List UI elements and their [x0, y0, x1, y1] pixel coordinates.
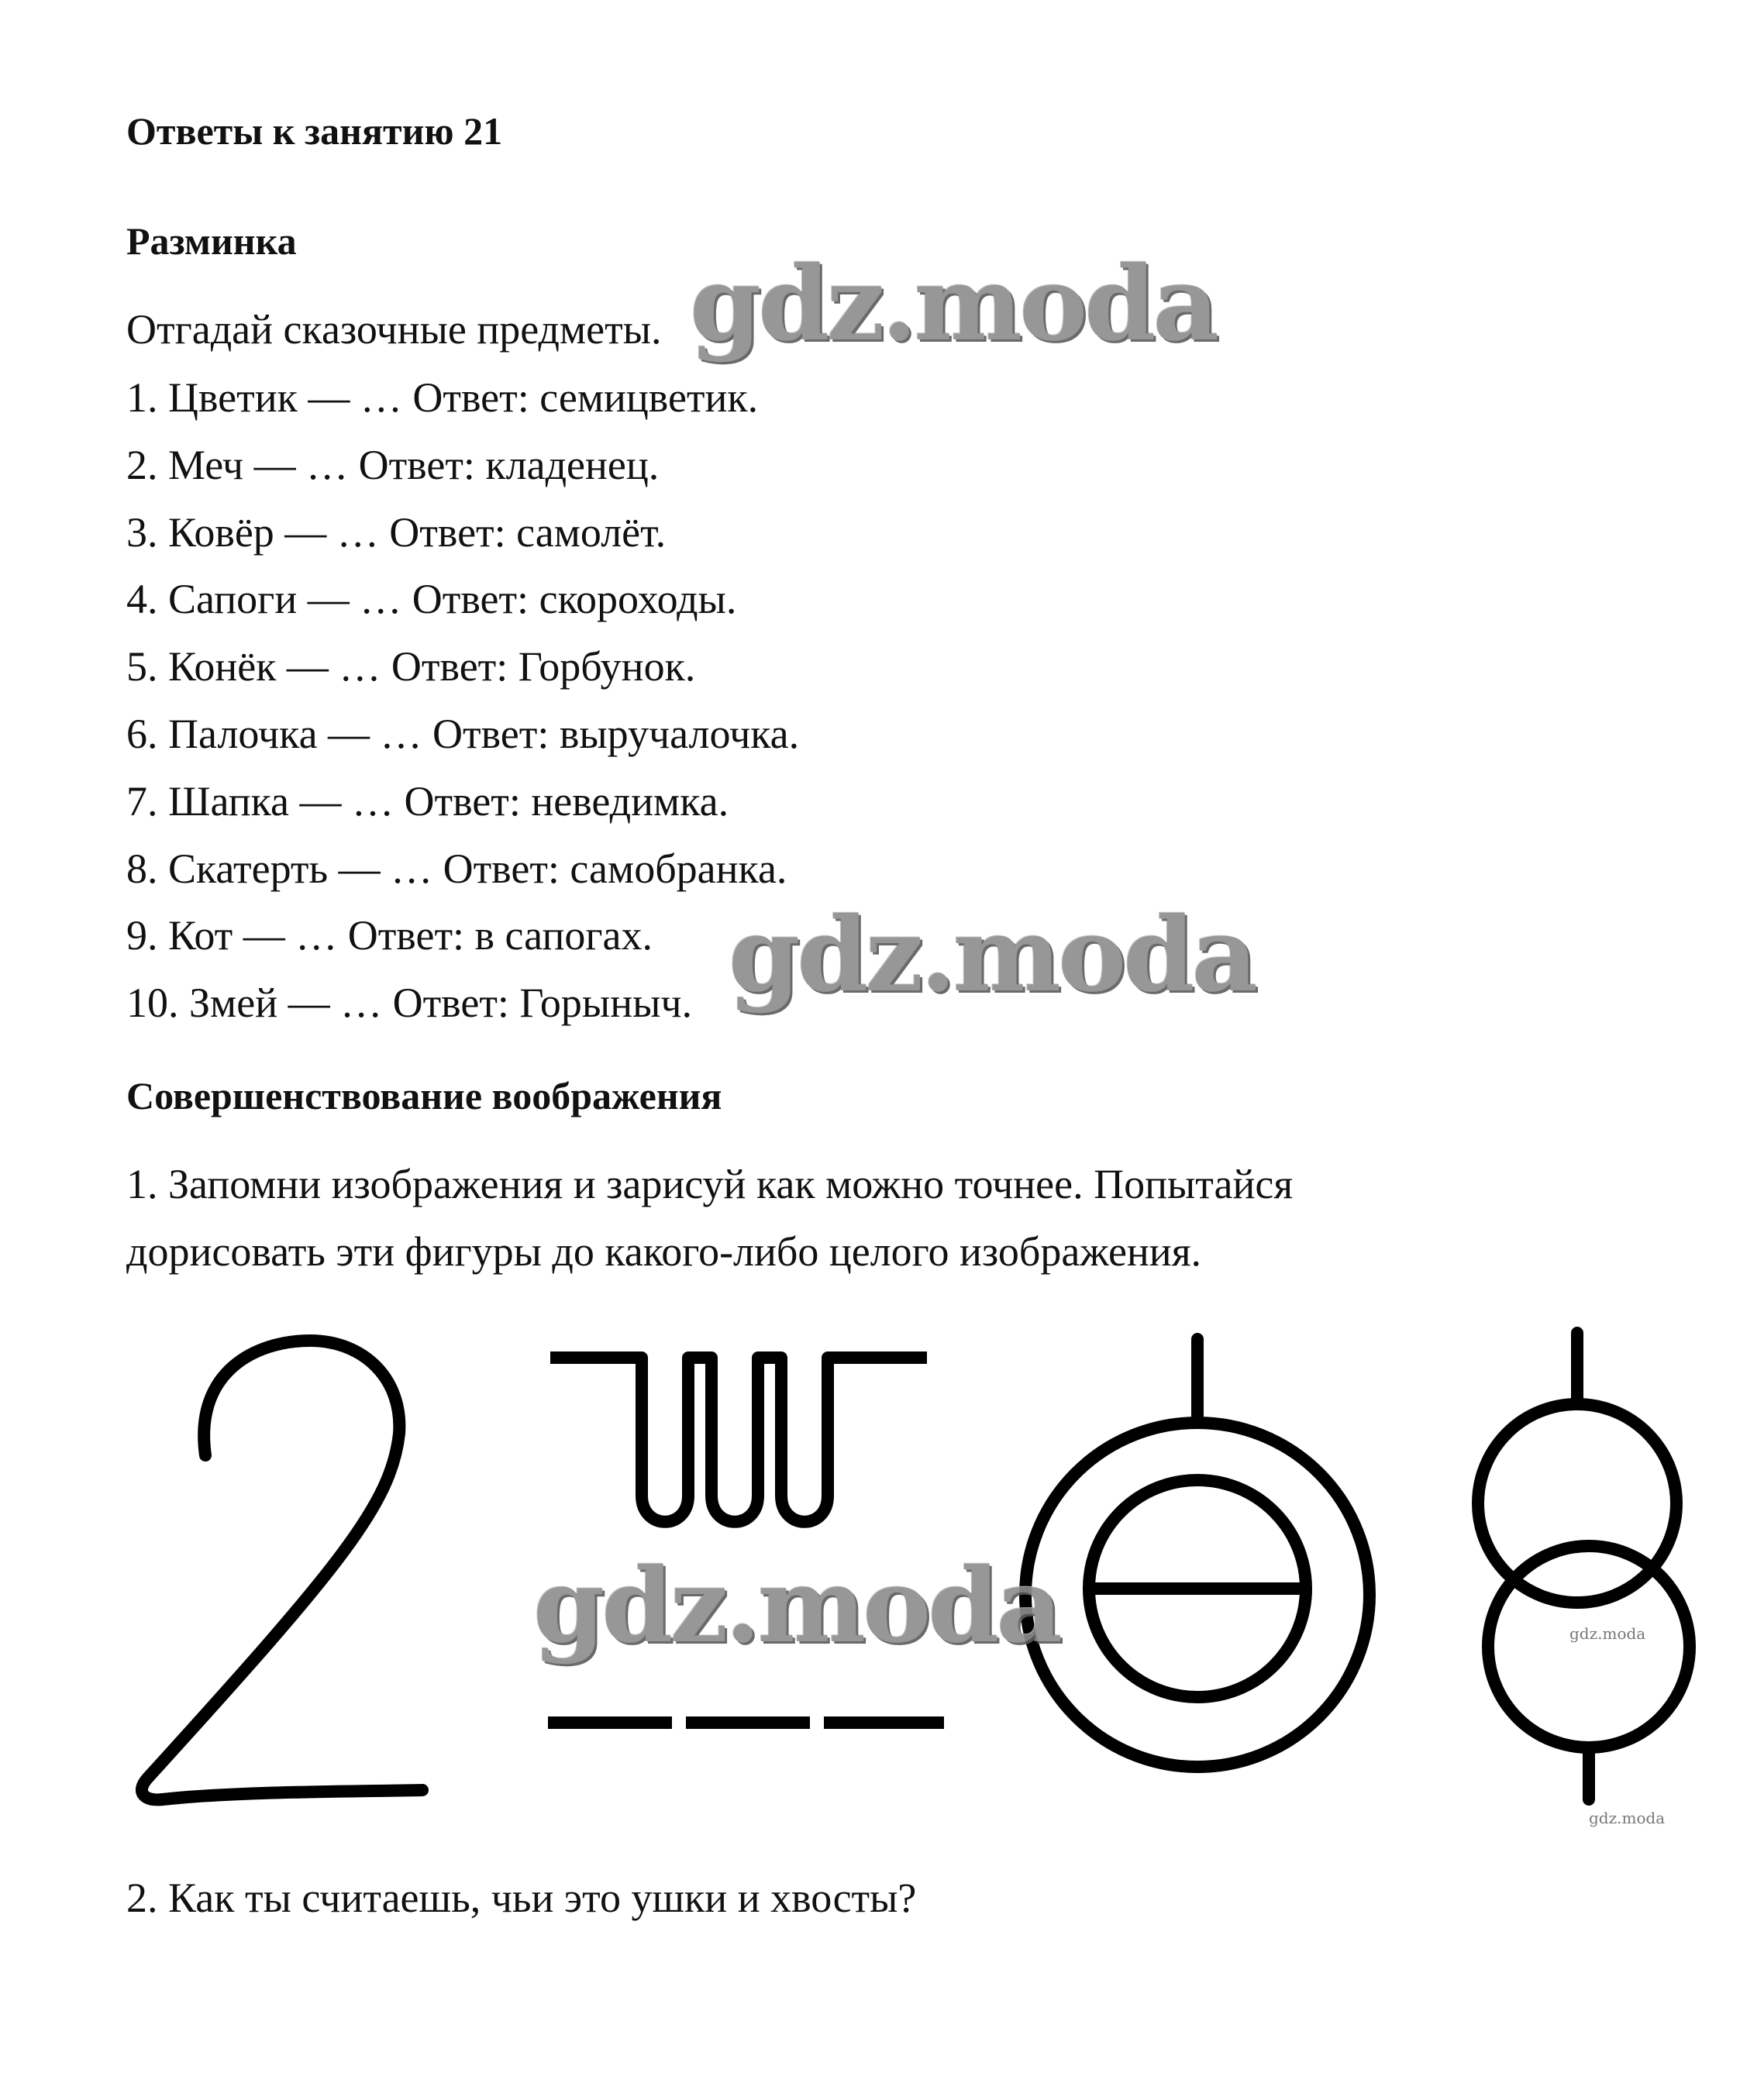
list-item: 6. Палочка — … Ответ: выручалочка.: [126, 711, 800, 757]
list-item: 5. Конёк — … Ответ: Горбунок.: [126, 643, 696, 690]
watermark-small: gdz.moda: [1569, 1624, 1646, 1643]
figure-two-shape: [142, 1341, 422, 1799]
figure-double-circle-shape: [1478, 1333, 1690, 1799]
watermark-small: gdz.moda: [1589, 1809, 1666, 1827]
list-item: 4. Сапоги — … Ответ: скороходы.: [126, 576, 737, 622]
page-title: Ответы к занятию 21: [126, 109, 503, 153]
figure-loops-shape: [550, 1358, 927, 1522]
list-item: 7. Шапка — … Ответ: неведимка.: [126, 778, 729, 825]
figure-circle-shape: [1025, 1339, 1370, 1767]
list-item: 2. Меч — … Ответ: кладенец.: [126, 442, 660, 488]
section-heading-warmup: Разминка: [126, 219, 297, 263]
list-item: 8. Скатерть — … Ответ: самобранка.: [126, 845, 787, 892]
task2-text: 2. Как ты считаешь, чьи это ушки и хвосты?: [126, 1875, 917, 1921]
list-item: 3. Ковёр — … Ответ: самолёт.: [126, 509, 667, 556]
watermark: gdz.moda: [533, 1546, 1060, 1666]
task1-text-line2: дорисовать эти фигуры до какого-либо целого изображения.: [126, 1228, 1202, 1275]
warmup-intro: Отгадай сказочные предметы.: [126, 306, 662, 353]
section-heading-imagination: Совершенствование воображения: [126, 1074, 722, 1117]
list-item: 10. Змей — … Ответ: Горыныч.: [126, 980, 693, 1026]
task1-text-line1: 1. Запомни изображения и зарисуй как можно точнее. Попытайся: [126, 1161, 1294, 1207]
watermark: gdz.moda: [690, 244, 1217, 364]
list-item: 9. Кот — … Ответ: в сапогах.: [126, 912, 653, 959]
watermark: gdz.moda: [729, 895, 1256, 1015]
list-item: 1. Цветик — … Ответ: семицветик.: [126, 374, 759, 421]
